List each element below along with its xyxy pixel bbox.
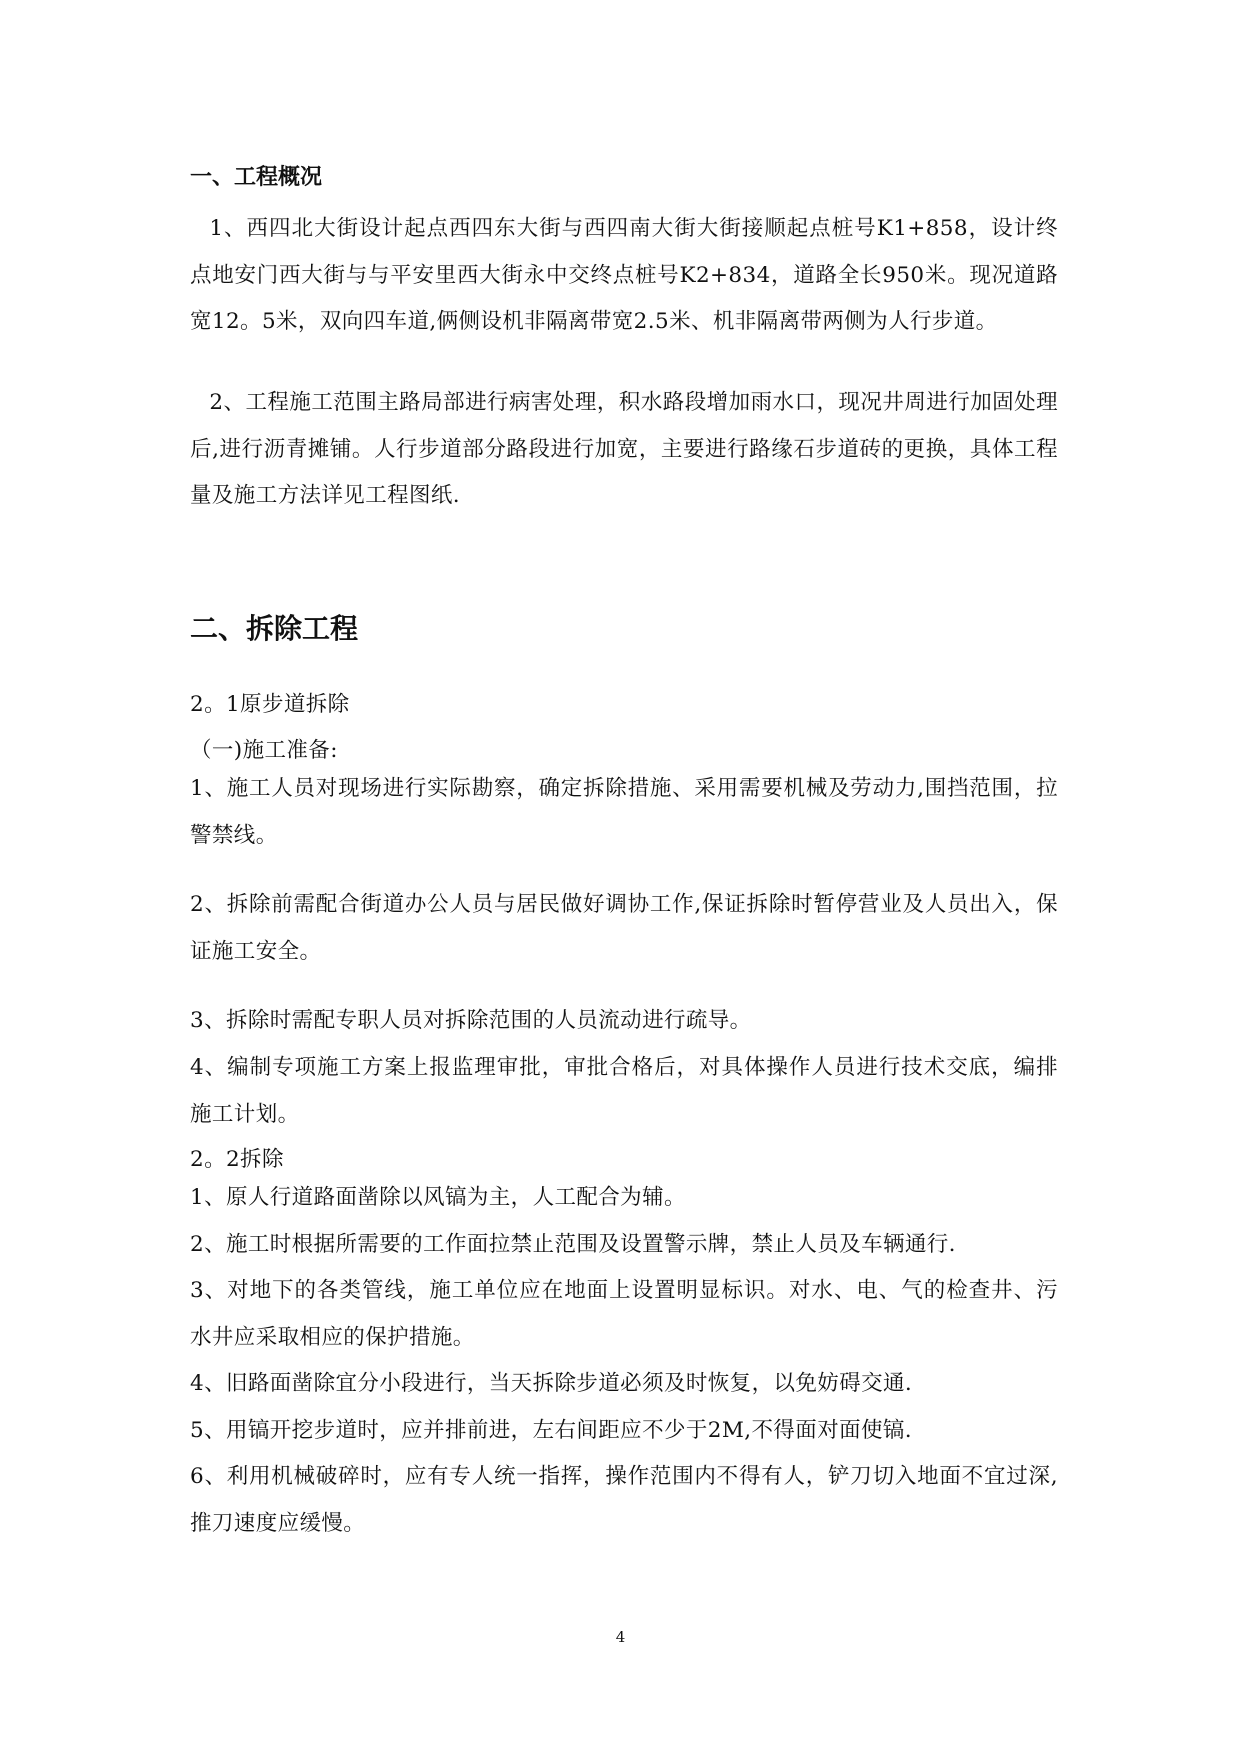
subsection-title-sidewalk-removal: 2。1原步道拆除 [190,692,350,717]
overview-paragraph-1: 1、西四北大街设计起点西四东大街与西四南大街大街接顺起点桩号K1+858，设计终点地安门西大街与与平安里西大街永中交终点桩号K2+834，道路全长950米。现况道路宽12。5米，双向四车道,俩侧设机非隔离带宽2.5米、机非隔离带两侧为人行步道。 [190,216,1058,334]
preparation-item-1: 1、施工人员对现场进行实际勘察，确定拆除措施、采用需要机械及劳动力,围挡范围，拉警禁线。 [190,776,1058,848]
preparation-item-4: 4、编制专项施工方案上报监理审批，审批合格后，对具体操作人员进行技术交底，编排施工计划。 [190,1055,1058,1127]
removal-item-5: 5、用镐开挖步道时，应并排前进，左右间距应不少于2M,不得面对面使镐. [190,1418,913,1443]
removal-item-1: 1、原人行道路面凿除以风镐为主，人工配合为辅。 [190,1185,686,1210]
overview-paragraph-2: 2、工程施工范围主路局部进行病害处理，积水路段增加雨水口，现况井周进行加固处理后,进行沥青摊铺。人行步道部分路段进行加宽，主要进行路缘石步道砖的更换，具体工程量及施工方法详见工程图纸. [190,390,1058,508]
removal-item-3: 3、对地下的各类管线，施工单位应在地面上设置明显标识。对水、电、气的检查井、污水井应采取相应的保护措施。 [190,1278,1058,1350]
preparation-item-3: 3、拆除时需配专职人员对拆除范围的人员流动进行疏导。 [190,1008,752,1033]
preparation-title: （一)施工准备: [190,738,338,763]
removal-item-6: 6、利用机械破碎时，应有专人统一指挥，操作范围内不得有人，铲刀切入地面不宜过深,推刀速度应缓慢。 [190,1464,1058,1536]
removal-item-2: 2、施工时根据所需要的工作面拉禁止范围及设置警示牌，禁止人员及车辆通行. [190,1232,956,1257]
page-number: 4 [615,1628,626,1646]
section-heading-demolition: 二、拆除工程 [190,612,359,645]
section-heading-overview: 一、工程概况 [190,165,323,190]
preparation-item-2: 2、拆除前需配合街道办公人员与居民做好调协工作,保证拆除时暂停营业及人员出入，保证施工安全。 [190,892,1058,964]
subsection-title-removal: 2。2拆除 [190,1147,284,1172]
removal-item-4: 4、旧路面凿除宜分小段进行，当天拆除步道必须及时恢复，以免妨碍交通. [190,1371,913,1396]
